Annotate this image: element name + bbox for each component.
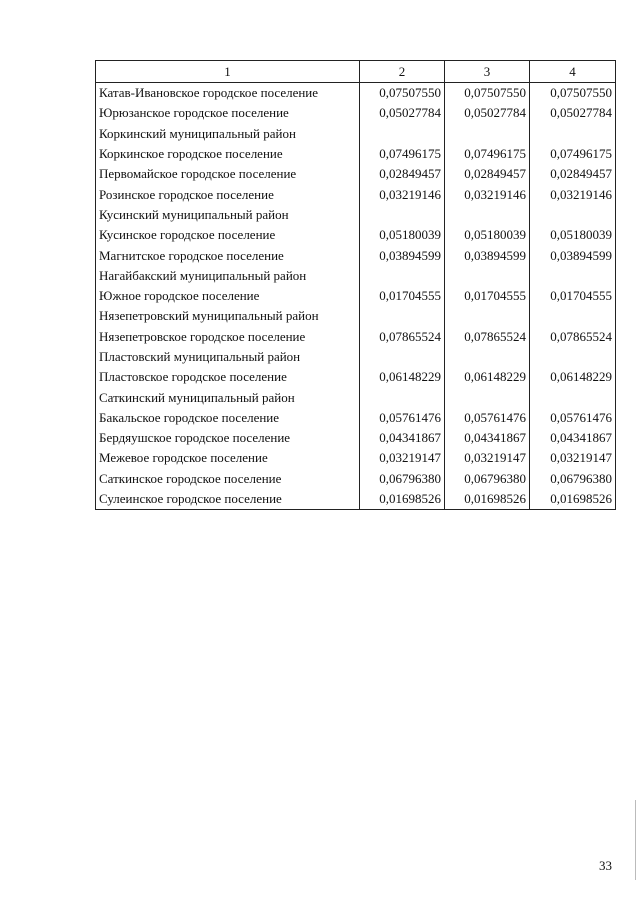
value-col3-cell: 0,02849457 bbox=[445, 164, 530, 184]
name-cell: Сулеинское городское поселение bbox=[96, 489, 360, 510]
value-col4-cell: 0,07865524 bbox=[530, 327, 616, 347]
table-row bbox=[96, 367, 616, 387]
value-col3-cell: 0,06148229 bbox=[445, 367, 530, 387]
value-col4-cell bbox=[530, 347, 616, 367]
value-col2-cell: 0,07507550 bbox=[360, 83, 445, 104]
table-row bbox=[96, 184, 616, 204]
value-col4-cell: 0,07507550 bbox=[530, 83, 616, 104]
name-cell: Саткинское городское поселение bbox=[96, 469, 360, 489]
value-col4-cell: 0,04341867 bbox=[530, 428, 616, 448]
value-col2-cell: 0,06148229 bbox=[360, 367, 445, 387]
value-col3-cell: 0,05761476 bbox=[445, 408, 530, 428]
value-col3-cell bbox=[445, 124, 530, 144]
value-col4-cell bbox=[530, 387, 616, 407]
table-row bbox=[96, 205, 616, 225]
value-col2-cell: 0,03219146 bbox=[360, 184, 445, 204]
value-col2-cell: 0,01698526 bbox=[360, 489, 445, 510]
table-row bbox=[96, 144, 616, 164]
table-row bbox=[96, 103, 616, 123]
value-col4-cell: 0,05027784 bbox=[530, 103, 616, 123]
value-col3-cell bbox=[445, 347, 530, 367]
value-col2-cell bbox=[360, 266, 445, 286]
table-row bbox=[96, 286, 616, 306]
value-col4-cell bbox=[530, 266, 616, 286]
table-body bbox=[96, 83, 616, 510]
value-col3-cell: 0,07496175 bbox=[445, 144, 530, 164]
name-cell: Кусинский муниципальный район bbox=[96, 205, 360, 225]
value-col4-cell: 0,05761476 bbox=[530, 408, 616, 428]
value-col2-cell: 0,02849457 bbox=[360, 164, 445, 184]
value-col4-cell: 0,01704555 bbox=[530, 286, 616, 306]
value-col3-cell: 0,03219146 bbox=[445, 184, 530, 204]
value-col2-cell: 0,05027784 bbox=[360, 103, 445, 123]
value-col4-cell bbox=[530, 306, 616, 326]
value-col4-cell: 0,03219147 bbox=[530, 448, 616, 468]
value-col3-cell: 0,06796380 bbox=[445, 469, 530, 489]
column-header-3: 3 bbox=[445, 61, 530, 83]
value-col2-cell: 0,05180039 bbox=[360, 225, 445, 245]
table-row bbox=[96, 164, 616, 184]
name-cell: Южное городское поселение bbox=[96, 286, 360, 306]
value-col4-cell: 0,07496175 bbox=[530, 144, 616, 164]
name-cell: Бердяушское городское поселение bbox=[96, 428, 360, 448]
value-col4-cell: 0,03219146 bbox=[530, 184, 616, 204]
value-col3-cell: 0,07865524 bbox=[445, 327, 530, 347]
table-row bbox=[96, 83, 616, 104]
table-header-row bbox=[96, 61, 616, 83]
name-cell: Коркинское городское поселение bbox=[96, 144, 360, 164]
name-cell: Коркинский муниципальный район bbox=[96, 124, 360, 144]
table-row bbox=[96, 245, 616, 265]
value-col2-cell: 0,07865524 bbox=[360, 327, 445, 347]
value-col3-cell: 0,05027784 bbox=[445, 103, 530, 123]
name-cell: Нязепетровское городское поселение bbox=[96, 327, 360, 347]
name-cell: Магнитское городское поселение bbox=[96, 245, 360, 265]
value-col2-cell bbox=[360, 306, 445, 326]
table-row bbox=[96, 387, 616, 407]
value-col2-cell bbox=[360, 124, 445, 144]
value-col3-cell bbox=[445, 387, 530, 407]
name-cell: Первомайское городское поселение bbox=[96, 164, 360, 184]
value-col3-cell: 0,05180039 bbox=[445, 225, 530, 245]
table-row bbox=[96, 347, 616, 367]
value-col2-cell: 0,06796380 bbox=[360, 469, 445, 489]
value-col3-cell: 0,07507550 bbox=[445, 83, 530, 104]
table-row bbox=[96, 327, 616, 347]
name-cell: Нагайбакский муниципальный район bbox=[96, 266, 360, 286]
value-col2-cell: 0,05761476 bbox=[360, 408, 445, 428]
name-cell: Юрюзанское городское поселение bbox=[96, 103, 360, 123]
value-col2-cell bbox=[360, 387, 445, 407]
value-col2-cell: 0,03894599 bbox=[360, 245, 445, 265]
table-row bbox=[96, 225, 616, 245]
table-row bbox=[96, 306, 616, 326]
name-cell: Катав-Ивановское городское поселение bbox=[96, 83, 360, 104]
value-col4-cell: 0,02849457 bbox=[530, 164, 616, 184]
value-col3-cell bbox=[445, 266, 530, 286]
name-cell: Пластовское городское поселение bbox=[96, 367, 360, 387]
value-col2-cell bbox=[360, 205, 445, 225]
value-col3-cell bbox=[445, 306, 530, 326]
column-header-1: 1 bbox=[96, 61, 360, 83]
column-header-4: 4 bbox=[530, 61, 616, 83]
value-col2-cell bbox=[360, 347, 445, 367]
value-col4-cell: 0,06796380 bbox=[530, 469, 616, 489]
name-cell: Пластовский муниципальный район bbox=[96, 347, 360, 367]
name-cell: Кусинское городское поселение bbox=[96, 225, 360, 245]
value-col4-cell bbox=[530, 205, 616, 225]
page-number: 33 bbox=[599, 858, 612, 873]
value-col4-cell: 0,01698526 bbox=[530, 489, 616, 510]
table-row bbox=[96, 469, 616, 489]
value-col4-cell: 0,06148229 bbox=[530, 367, 616, 387]
table-row bbox=[96, 124, 616, 144]
value-col3-cell: 0,01698526 bbox=[445, 489, 530, 510]
value-col3-cell: 0,01704555 bbox=[445, 286, 530, 306]
table-row bbox=[96, 428, 616, 448]
table-row bbox=[96, 489, 616, 510]
value-col2-cell: 0,04341867 bbox=[360, 428, 445, 448]
data-table bbox=[95, 60, 616, 510]
scan-edge-mark bbox=[635, 800, 636, 880]
table-row bbox=[96, 448, 616, 468]
value-col3-cell: 0,03894599 bbox=[445, 245, 530, 265]
name-cell: Саткинский муниципальный район bbox=[96, 387, 360, 407]
value-col2-cell: 0,07496175 bbox=[360, 144, 445, 164]
table-row bbox=[96, 266, 616, 286]
value-col2-cell: 0,03219147 bbox=[360, 448, 445, 468]
name-cell: Межевое городское поселение bbox=[96, 448, 360, 468]
value-col3-cell: 0,04341867 bbox=[445, 428, 530, 448]
table-row bbox=[96, 408, 616, 428]
value-col4-cell: 0,03894599 bbox=[530, 245, 616, 265]
name-cell: Розинское городское поселение bbox=[96, 184, 360, 204]
value-col3-cell bbox=[445, 205, 530, 225]
value-col2-cell: 0,01704555 bbox=[360, 286, 445, 306]
column-header-2: 2 bbox=[360, 61, 445, 83]
name-cell: Бакальское городское поселение bbox=[96, 408, 360, 428]
value-col3-cell: 0,03219147 bbox=[445, 448, 530, 468]
name-cell: Нязепетровский муниципальный район bbox=[96, 306, 360, 326]
value-col4-cell: 0,05180039 bbox=[530, 225, 616, 245]
value-col4-cell bbox=[530, 124, 616, 144]
